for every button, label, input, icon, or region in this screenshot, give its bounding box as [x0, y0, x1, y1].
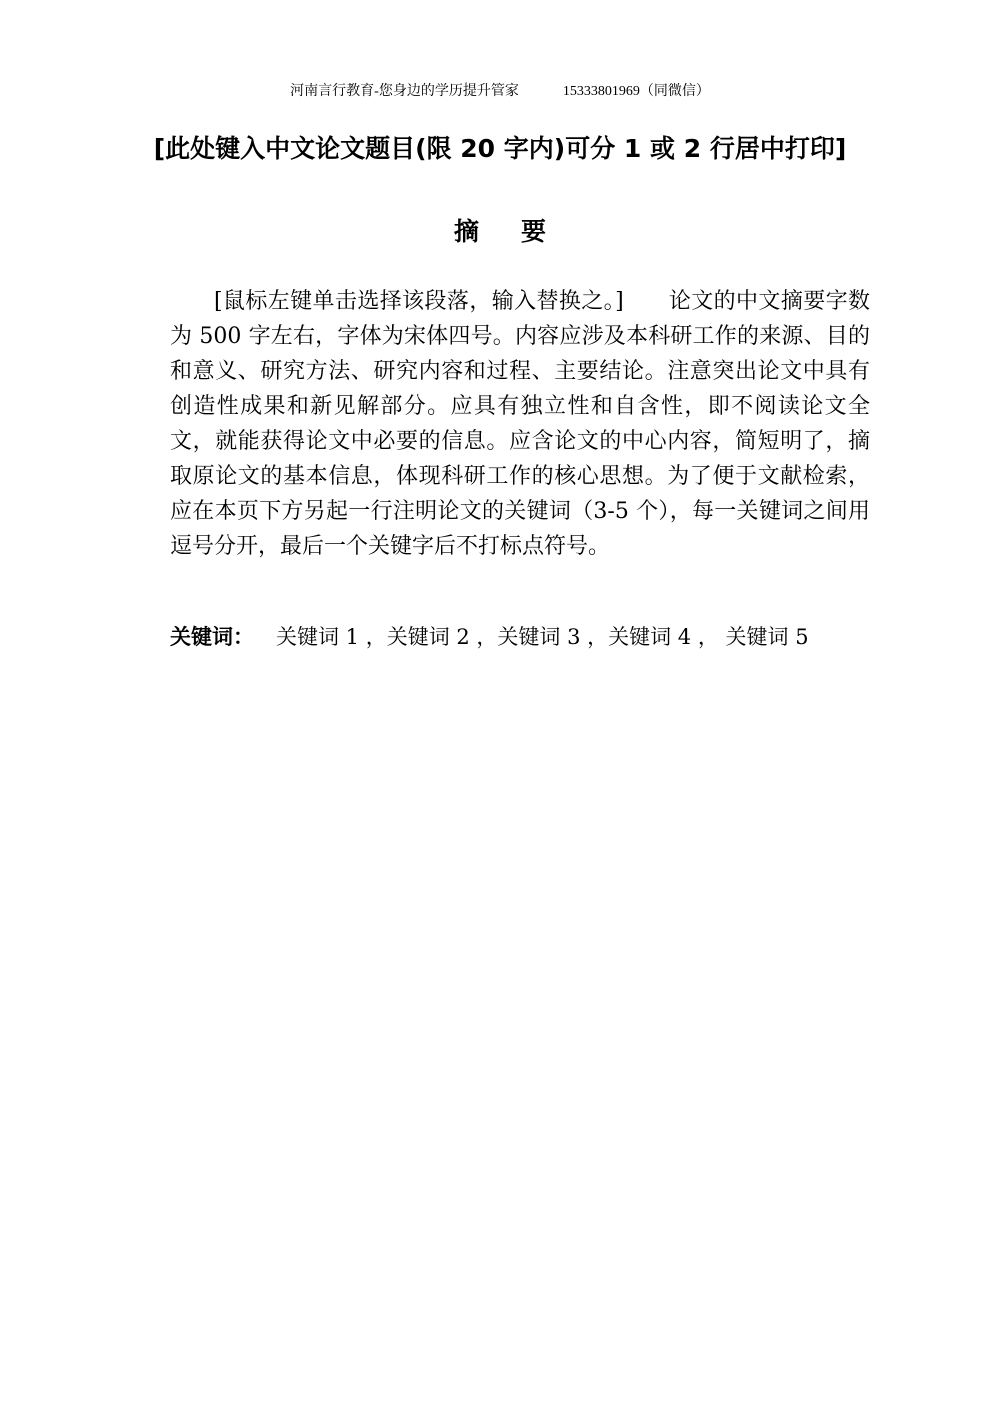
abstract-body: [鼠标左键单击选择该段落，输入替换之。] 论文的中文摘要字数为 500 字左右，字体为宋体四号。内容应涉及本科研工作的来源、目的和意义、研究方法、研究内容和过程、主要结论。注意突出论文中具有创造性成果和新见解部分。应具有独立性和自含性，即不阅读论文全文，就能获得论文中必要的信息。应含论文的中心内容，简短明了，摘取原论文的基本信息，体现科研工作的核心思想。为了便于文献检索，应在本页下方另起一行注明论文的关键词（3-5 个），每一关键词之间用逗号分开，最后一个关键字后不打标点符号。 — [170, 289, 870, 559]
header-contact: 15333801969（同微信） — [562, 84, 710, 99]
page-header — [0, 82, 1000, 102]
keywords-line — [170, 620, 870, 654]
keywords-values: 关键词 1 ，关键词 2 ，关键词 3 ，关键词 4 ， 关键词 5 — [276, 625, 809, 649]
thesis-title: [此处键入中文论文题目(限 20 字内)可分 1 或 2 行居中打印] — [153, 134, 847, 163]
abstract-heading: 摘要 — [453, 217, 588, 246]
keywords-label: 关键词： — [170, 625, 254, 649]
header-organization: 河南言行教育-您身边的学历提升管家 — [290, 84, 519, 99]
